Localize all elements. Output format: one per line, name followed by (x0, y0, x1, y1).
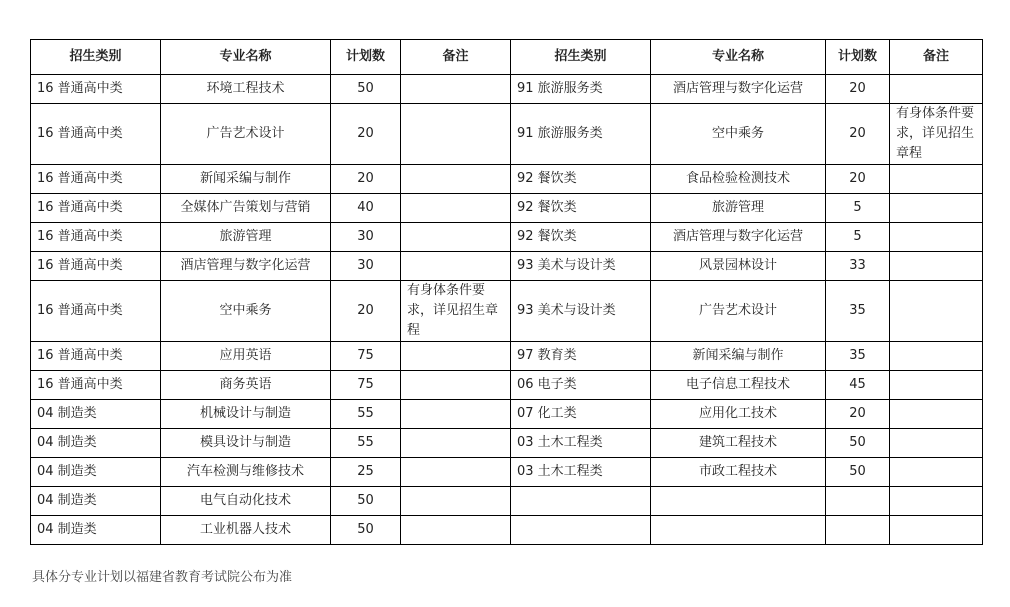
cell-major-left: 商务英语 (161, 371, 331, 400)
cell-category-left: 04 制造类 (31, 487, 161, 516)
header-major-left: 专业名称 (161, 40, 331, 75)
cell-category-left: 04 制造类 (31, 429, 161, 458)
table-row (31, 516, 983, 545)
cell-plan-count-left: 30 (331, 252, 401, 281)
cell-plan-count-left: 30 (331, 223, 401, 252)
cell-major-left: 汽车检测与维修技术 (161, 458, 331, 487)
cell-category-right: 93 美术与设计类 (511, 252, 651, 281)
enrollment-plan-table (30, 39, 983, 545)
cell-major-right: 电子信息工程技术 (651, 371, 826, 400)
cell-category-left: 16 普通高中类 (31, 223, 161, 252)
cell-major-left: 环境工程技术 (161, 75, 331, 104)
cell-plan-count-left: 50 (331, 487, 401, 516)
cell-category-right (511, 516, 651, 545)
header-plan-right: 计划数 (826, 40, 890, 75)
cell-note-right (890, 458, 983, 487)
cell-plan-count-left: 55 (331, 400, 401, 429)
cell-plan-count-right: 35 (826, 281, 890, 342)
cell-note-left (401, 458, 511, 487)
header-category-left: 招生类别 (31, 40, 161, 75)
cell-major-left: 应用英语 (161, 342, 331, 371)
header-major-right: 专业名称 (651, 40, 826, 75)
cell-category-right: 91 旅游服务类 (511, 75, 651, 104)
table-row (31, 104, 983, 165)
cell-major-right: 建筑工程技术 (651, 429, 826, 458)
table-row (31, 400, 983, 429)
cell-category-right: 92 餐饮类 (511, 223, 651, 252)
cell-category-right: 92 餐饮类 (511, 194, 651, 223)
cell-major-left: 模具设计与制造 (161, 429, 331, 458)
cell-major-right: 新闻采编与制作 (651, 342, 826, 371)
cell-note-left (401, 371, 511, 400)
cell-plan-count-left: 20 (331, 165, 401, 194)
cell-note-right (890, 516, 983, 545)
cell-category-left: 16 普通高中类 (31, 104, 161, 165)
cell-note-right (890, 281, 983, 342)
cell-major-left: 酒店管理与数字化运营 (161, 252, 331, 281)
header-note-left: 备注 (401, 40, 511, 75)
cell-major-right: 风景园林设计 (651, 252, 826, 281)
cell-plan-count-left: 50 (331, 75, 401, 104)
cell-major-right: 食品检验检测技术 (651, 165, 826, 194)
cell-plan-count-left: 25 (331, 458, 401, 487)
cell-category-right: 97 教育类 (511, 342, 651, 371)
cell-note-right (890, 165, 983, 194)
cell-category-right: 03 土木工程类 (511, 429, 651, 458)
cell-major-right (651, 516, 826, 545)
cell-plan-count-left: 20 (331, 104, 401, 165)
cell-major-left: 旅游管理 (161, 223, 331, 252)
cell-note-right (890, 194, 983, 223)
cell-note-left (401, 516, 511, 545)
cell-plan-count-right: 5 (826, 194, 890, 223)
table-row (31, 223, 983, 252)
cell-note-left (401, 252, 511, 281)
cell-plan-count-right: 20 (826, 165, 890, 194)
cell-major-left: 广告艺术设计 (161, 104, 331, 165)
cell-note-left (401, 487, 511, 516)
cell-major-left: 机械设计与制造 (161, 400, 331, 429)
cell-category-left: 16 普通高中类 (31, 165, 161, 194)
cell-note-left: 有身体条件要求，详见招生章程 (401, 281, 511, 342)
header-row (31, 40, 983, 75)
table-row (31, 165, 983, 194)
cell-category-right: 92 餐饮类 (511, 165, 651, 194)
cell-major-right: 空中乘务 (651, 104, 826, 165)
cell-note-right (890, 487, 983, 516)
cell-category-right: 06 电子类 (511, 371, 651, 400)
cell-category-right: 91 旅游服务类 (511, 104, 651, 165)
cell-category-left: 16 普通高中类 (31, 371, 161, 400)
cell-note-left (401, 342, 511, 371)
table-row (31, 194, 983, 223)
cell-category-right: 03 土木工程类 (511, 458, 651, 487)
cell-major-right (651, 487, 826, 516)
cell-note-right (890, 400, 983, 429)
table-row (31, 458, 983, 487)
cell-plan-count-left: 55 (331, 429, 401, 458)
cell-major-left: 全媒体广告策划与营销 (161, 194, 331, 223)
cell-plan-count-right: 50 (826, 429, 890, 458)
cell-note-left (401, 223, 511, 252)
cell-category-left: 04 制造类 (31, 400, 161, 429)
cell-plan-count-right: 50 (826, 458, 890, 487)
cell-note-right (890, 429, 983, 458)
cell-note-right (890, 252, 983, 281)
table-row (31, 487, 983, 516)
cell-plan-count-right: 20 (826, 104, 890, 165)
cell-category-right (511, 487, 651, 516)
cell-category-left: 16 普通高中类 (31, 252, 161, 281)
cell-category-left: 16 普通高中类 (31, 194, 161, 223)
cell-major-left: 空中乘务 (161, 281, 331, 342)
cell-plan-count-left: 75 (331, 342, 401, 371)
cell-major-right: 旅游管理 (651, 194, 826, 223)
cell-category-right: 07 化工类 (511, 400, 651, 429)
cell-category-left: 16 普通高中类 (31, 75, 161, 104)
table-row (31, 371, 983, 400)
cell-note-right: 有身体条件要求，详见招生章程 (890, 104, 983, 165)
cell-note-left (401, 165, 511, 194)
cell-category-right: 93 美术与设计类 (511, 281, 651, 342)
footnote: 具体分专业计划以福建省教育考试院公布为准 (32, 570, 293, 585)
cell-category-left: 16 普通高中类 (31, 342, 161, 371)
table-row (31, 281, 983, 342)
cell-major-right: 应用化工技术 (651, 400, 826, 429)
cell-plan-count-right (826, 487, 890, 516)
cell-note-right (890, 223, 983, 252)
cell-plan-count-right (826, 516, 890, 545)
cell-plan-count-right: 20 (826, 75, 890, 104)
cell-category-left: 16 普通高中类 (31, 281, 161, 342)
cell-note-right (890, 371, 983, 400)
cell-major-left: 电气自动化技术 (161, 487, 331, 516)
cell-plan-count-left: 75 (331, 371, 401, 400)
cell-major-left: 新闻采编与制作 (161, 165, 331, 194)
cell-plan-count-right: 33 (826, 252, 890, 281)
cell-plan-count-right: 5 (826, 223, 890, 252)
header-note-right: 备注 (890, 40, 983, 75)
cell-plan-count-right: 35 (826, 342, 890, 371)
cell-note-left (401, 104, 511, 165)
cell-plan-count-left: 20 (331, 281, 401, 342)
cell-note-left (401, 429, 511, 458)
table-row (31, 429, 983, 458)
cell-note-left (401, 194, 511, 223)
cell-major-right: 酒店管理与数字化运营 (651, 75, 826, 104)
cell-major-left: 工业机器人技术 (161, 516, 331, 545)
cell-plan-count-right: 45 (826, 371, 890, 400)
cell-plan-count-right: 20 (826, 400, 890, 429)
cell-note-right (890, 342, 983, 371)
cell-category-left: 04 制造类 (31, 458, 161, 487)
cell-plan-count-left: 50 (331, 516, 401, 545)
cell-note-right (890, 75, 983, 104)
header-category-right: 招生类别 (511, 40, 651, 75)
cell-major-right: 酒店管理与数字化运营 (651, 223, 826, 252)
cell-note-left (401, 75, 511, 104)
header-plan-left: 计划数 (331, 40, 401, 75)
table-row (31, 252, 983, 281)
table-row (31, 342, 983, 371)
cell-category-left: 04 制造类 (31, 516, 161, 545)
cell-plan-count-left: 40 (331, 194, 401, 223)
cell-major-right: 广告艺术设计 (651, 281, 826, 342)
cell-major-right: 市政工程技术 (651, 458, 826, 487)
cell-note-left (401, 400, 511, 429)
table-row (31, 75, 983, 104)
